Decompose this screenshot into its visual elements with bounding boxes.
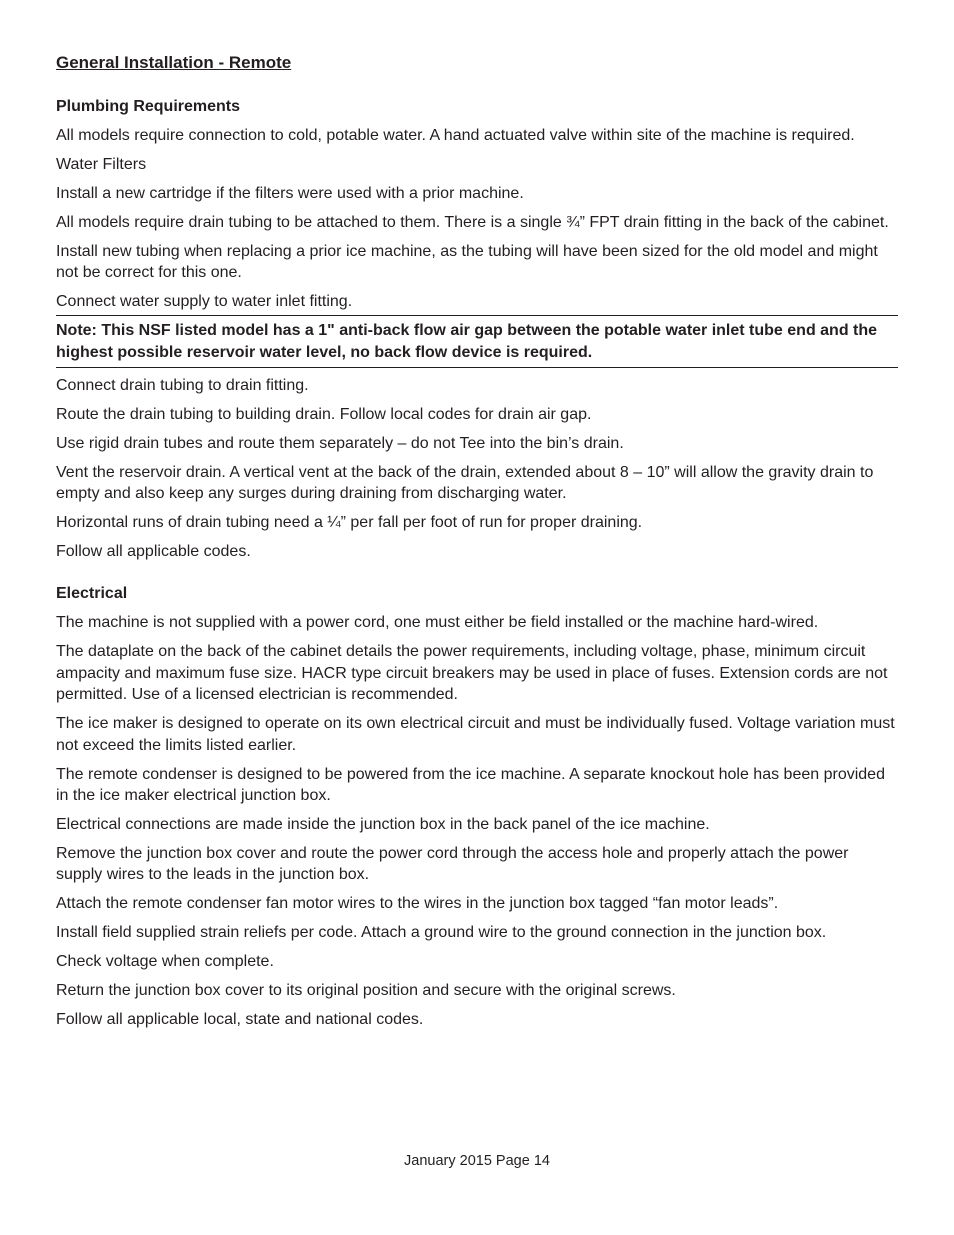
plumbing-paragraph: Connect drain tubing to drain fitting. xyxy=(56,377,309,395)
plumbing-paragraph: Horizontal runs of drain tubing need a ¼” per fall per foot of run for proper draining. xyxy=(56,514,643,532)
plumbing-paragraph: Use rigid drain tubes and route them separately – do not Tee into the bin’s drain. xyxy=(56,434,624,452)
plumbing-paragraph: All models require connection to cold, potable water. A hand actuated valve within site of the machine is required. xyxy=(56,127,855,144)
page-footer: January 2015 Page 14 xyxy=(404,1153,550,1169)
electrical-paragraph: Check voltage when complete. xyxy=(56,953,274,971)
plumbing-paragraph: Connect water supply to water inlet fitting. xyxy=(56,293,353,311)
electrical-paragraph: The dataplate on the back of the cabinet details the power requirements, including voltage, phase, minimum circuit ampacity and maximum fuse size. HACR type circuit breakers may be used in place of fuses. Extension cords are not permitted. Use of a licensed electrician is recommended. xyxy=(56,642,888,704)
electrical-heading: Electrical xyxy=(56,585,128,603)
plumbing-paragraph: Vent the reservoir drain. A vertical vent at the back of the drain, extended about 8 – 10” will allow the gravity drain to empty and also keep any surges during draining from discharging water. xyxy=(56,463,874,503)
electrical-paragraph: Install field supplied strain reliefs per code. Attach a ground wire to the ground connection in the junction box. xyxy=(56,924,827,942)
nsf-note: Note: This NSF listed model has a 1" anti-back flow air gap between the potable water inlet tube end and the highest possible reservoir water level, no back flow device is required. xyxy=(56,315,898,368)
plumbing-paragraph: All models require drain tubing to be attached to them. There is a single ¾” FPT drain fitting in the back of the cabinet. xyxy=(56,213,889,231)
electrical-paragraph: Attach the remote condenser fan motor wires to the wires in the junction box tagged “fan motor leads”. xyxy=(56,895,779,913)
document-page xyxy=(56,52,898,1038)
electrical-paragraph: Electrical connections are made inside the junction box in the back panel of the ice machine. xyxy=(56,816,710,833)
plumbing-paragraph: Route the drain tubing to building drain. Follow local codes for drain air gap. xyxy=(56,406,592,424)
electrical-paragraph: The machine is not supplied with a power cord, one must either be field installed or the machine hard-wired. xyxy=(56,614,819,632)
electrical-section xyxy=(56,584,898,1030)
plumbing-paragraph: Install a new cartridge if the filters were used with a prior machine. xyxy=(56,184,524,202)
page-title: General Installation - Remote xyxy=(56,53,292,72)
plumbing-heading: Plumbing Requirements xyxy=(56,98,241,115)
electrical-paragraph: The remote condenser is designed to be powered from the ice machine. A separate knockout hole has been provided in the ice maker electrical junction box. xyxy=(56,765,885,805)
electrical-paragraph: Return the junction box cover to its original position and secure with the original screws. xyxy=(56,982,676,1000)
plumbing-section xyxy=(56,97,898,563)
section-spacer xyxy=(56,570,898,584)
plumbing-paragraph: Water Filters xyxy=(56,155,147,173)
electrical-paragraph: The ice maker is designed to operate on its own electrical circuit and must be individually fused. Voltage variation must not exceed the limits listed earlier. xyxy=(56,715,895,754)
plumbing-paragraph: Install new tubing when replacing a prior ice machine, as the tubing will have been sized for the old model and might not be correct for this one. xyxy=(56,242,878,282)
electrical-paragraph: Follow all applicable local, state and national codes. xyxy=(56,1010,424,1028)
electrical-paragraph: Remove the junction box cover and route the power cord through the access hole and properly attach the power supply wires to the leads in the junction box. xyxy=(56,844,849,884)
plumbing-paragraph: Follow all applicable codes. xyxy=(56,543,251,561)
